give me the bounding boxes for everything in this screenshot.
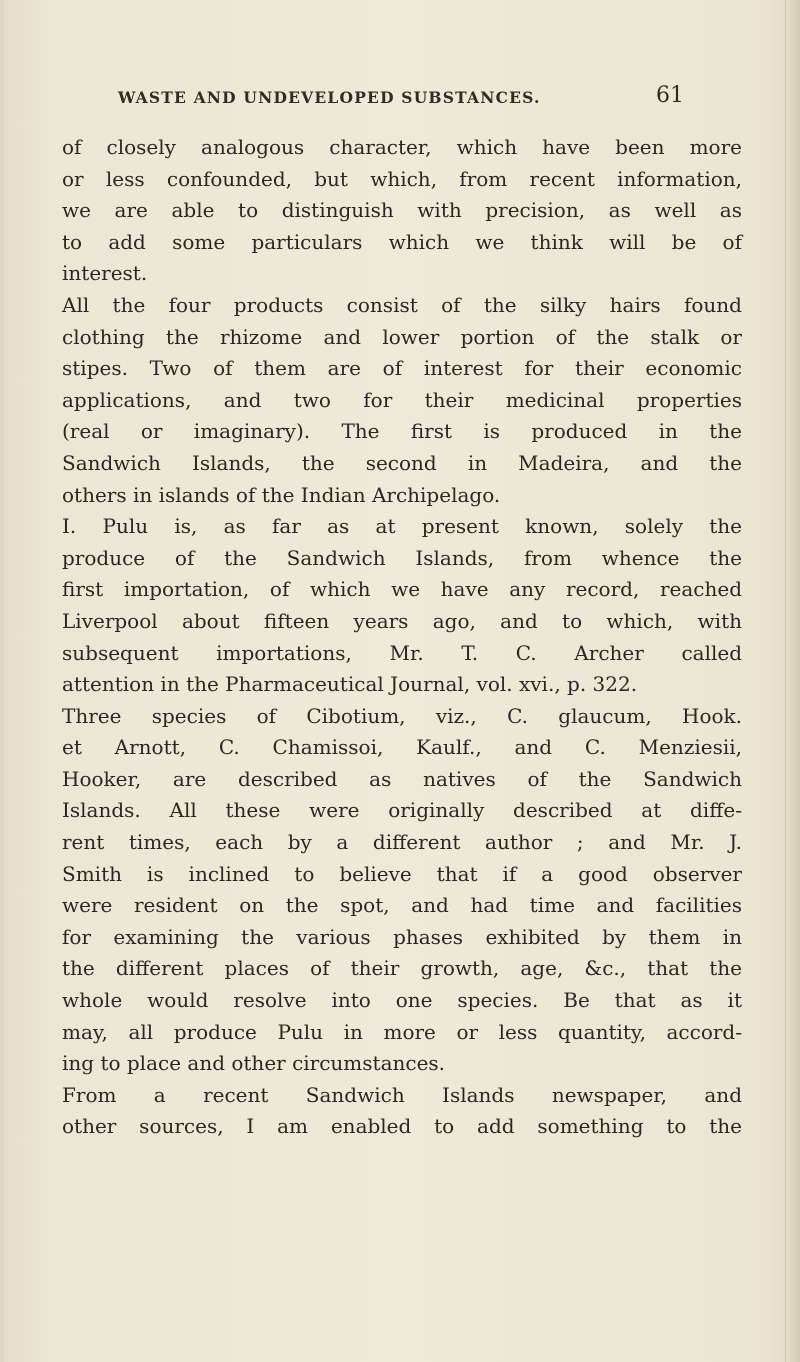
body-text: [62, 132, 742, 1143]
text-line: Three species of Cibotium, viz., C. glaucum, Hook.: [62, 703, 742, 728]
text-line: Sandwich Islands, the second in Madeira, and the: [62, 450, 742, 475]
text-line: of closely analogous character, which have been more: [62, 135, 742, 159]
text-line: or less confounded, but which, from recent information,: [62, 166, 742, 191]
page-header: [0, 83, 800, 110]
text-line: From a recent Sandwich Islands newspaper, and: [62, 1082, 742, 1107]
text-line: were resident on the spot, and had time and facilities: [62, 893, 742, 918]
text-line: other sources, I am enabled to add something to the: [62, 1114, 742, 1139]
text-line: we are able to distinguish with precision, as well as: [62, 198, 742, 223]
text-line: to add some particulars which we think will be of: [62, 229, 742, 254]
text-line: may, all produce Pulu in more or less quantity, accord-: [62, 1019, 742, 1044]
text-line: produce of the Sandwich Islands, from whence the: [62, 545, 742, 570]
text-line: Islands. All these were originally described at diffe-: [62, 798, 742, 823]
text-line: applications, and two for their medicinal properties: [62, 387, 742, 412]
text-line: the different places of their growth, age, &c., that the: [62, 956, 742, 981]
text-line: stipes. Two of them are of interest for their economic: [62, 356, 742, 381]
text-line: attention in the Pharmaceutical Journal, vol. xvi., p. 322.: [62, 672, 638, 697]
page-number: 61: [656, 83, 684, 108]
text-line: for examining the various phases exhibited by them in: [62, 924, 742, 949]
text-line: Smith is inclined to believe that if a good observer: [62, 861, 742, 886]
text-line: I. Pulu is, as far as at present known, solely the: [62, 514, 742, 539]
page-right-edge: [785, 0, 800, 1362]
text-line: clothing the rhizome and lower portion of the stalk or: [62, 324, 742, 349]
text-line: All the four products consist of the silky hairs found: [62, 292, 742, 317]
text-line: subsequent importations, Mr. T. C. Archer called: [62, 640, 742, 665]
text-line: rent times, each by a different author ; and Mr. J.: [62, 830, 742, 855]
page-left-edge: [0, 0, 4, 1362]
text-line: others in islands of the Indian Archipelago.: [62, 482, 501, 507]
text-line: Hooker, are described as natives of the Sandwich: [62, 766, 742, 791]
running-title: WASTE AND UNDEVELOPED SUBSTANCES.: [118, 88, 541, 107]
text-line: Liverpool about fifteen years ago, and to which, with: [62, 608, 742, 633]
text-line: whole would resolve into one species. Be that as it: [62, 988, 742, 1013]
text-line: first importation, of which we have any record, reached: [62, 577, 742, 602]
text-line: (real or imaginary). The first is produced in the: [62, 419, 742, 444]
text-line: ing to place and other circumstances.: [62, 1051, 446, 1076]
text-line: et Arnott, C. Chamissoi, Kaulf., and C. Menziesii,: [62, 735, 742, 760]
text-line: interest.: [62, 261, 148, 286]
